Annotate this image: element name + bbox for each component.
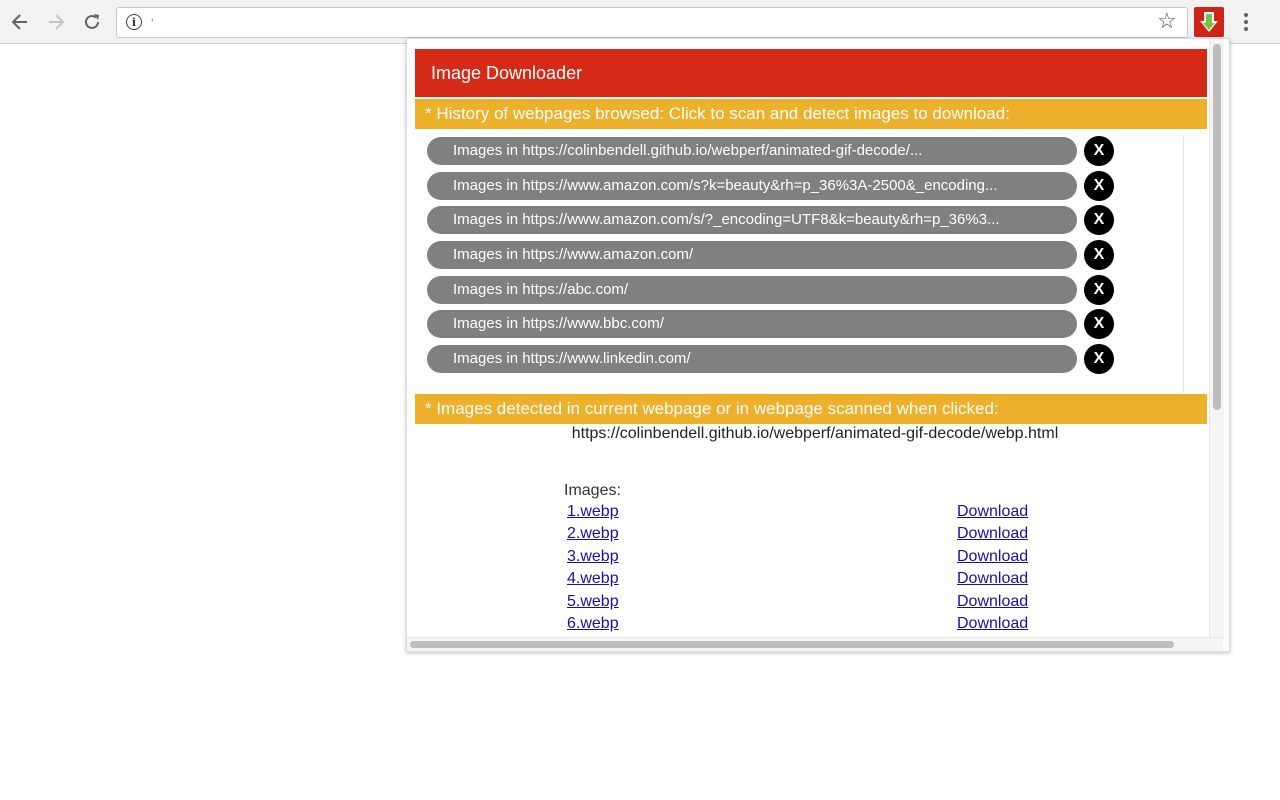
image-link[interactable]: 4.webp [567,570,619,588]
remove-history-button[interactable]: X [1084,171,1114,201]
images-table [557,503,1197,637]
history-row [427,171,1127,206]
image-row [557,525,1197,547]
horizontal-scrollbar-thumb[interactable] [410,641,1174,648]
download-arrow-icon [1199,11,1219,33]
remove-history-button[interactable]: X [1084,136,1114,166]
images-heading: * Images detected in current webpage or in webpage scanned when clicked: [415,394,1207,424]
image-row [557,503,1197,525]
history-row [427,309,1127,344]
history-heading: * History of webpages browsed: Click to scan and detect images to download: [415,99,1207,129]
history-row [427,136,1127,171]
download-link[interactable]: Download [957,570,1029,588]
history-item[interactable]: Images in https://www.amazon.com/s?k=beauty&rh=p_36%3A-2500&_encoding... [427,172,1077,200]
remove-history-button[interactable]: X [1084,309,1114,339]
divider [1183,135,1184,393]
arrow-left-icon [10,12,30,32]
remove-history-button[interactable]: X [1084,344,1114,374]
url-text[interactable]: ' [151,15,154,31]
image-row [557,570,1197,592]
history-item[interactable]: Images in https://colinbendell.github.io/webperf/animated-gif-decode/... [427,137,1077,165]
image-row [557,615,1197,637]
image-row [557,548,1197,570]
image-link[interactable]: 3.webp [567,547,619,565]
image-link[interactable]: 5.webp [567,592,619,610]
kebab-menu-icon[interactable] [1238,8,1254,36]
history-item[interactable]: Images in https://www.linkedin.com/ [427,345,1077,373]
history-item[interactable]: Images in https://www.amazon.com/ [427,241,1077,269]
star-icon[interactable]: ☆ [1157,8,1177,33]
download-link[interactable]: Download [957,547,1029,565]
image-link[interactable]: 2.webp [567,525,619,543]
download-link[interactable]: Download [957,525,1029,543]
history-row [427,344,1127,379]
image-downloader-extension-icon[interactable] [1194,7,1224,37]
remove-history-button[interactable]: X [1084,240,1114,270]
image-link[interactable]: 6.webp [567,614,619,632]
back-button[interactable] [4,6,36,38]
popup-title: Image Downloader [415,49,1207,97]
download-link[interactable]: Download [957,614,1029,632]
history-row [427,275,1127,310]
image-link[interactable]: 1.webp [567,503,619,520]
history-row [427,205,1127,240]
history-row [427,240,1127,275]
download-link[interactable]: Download [957,592,1029,610]
reload-icon [82,12,102,32]
download-link[interactable]: Download [957,503,1029,520]
history-list [427,136,1127,379]
history-item[interactable]: Images in https://abc.com/ [427,276,1077,304]
vertical-scrollbar[interactable] [1209,39,1224,639]
info-icon[interactable]: i [126,14,142,30]
address-bar[interactable] [116,7,1188,38]
remove-history-button[interactable]: X [1084,205,1114,235]
reload-button[interactable] [76,6,108,38]
arrow-right-icon [46,12,66,32]
scanned-url: https://colinbendell.github.io/webperf/animated-gif-decode/webp.html [571,425,1059,442]
history-item[interactable]: Images in https://www.bbc.com/ [427,310,1077,338]
extension-popup [406,38,1230,652]
image-row [557,593,1197,615]
history-item[interactable]: Images in https://www.amazon.com/s/?_encoding=UTF8&k=beauty&rh=p_36%3... [427,206,1077,234]
images-label: Images: [564,482,621,499]
forward-button[interactable] [40,6,72,38]
horizontal-scrollbar[interactable] [407,637,1223,652]
remove-history-button[interactable]: X [1084,275,1114,305]
vertical-scrollbar-thumb[interactable] [1213,44,1221,410]
